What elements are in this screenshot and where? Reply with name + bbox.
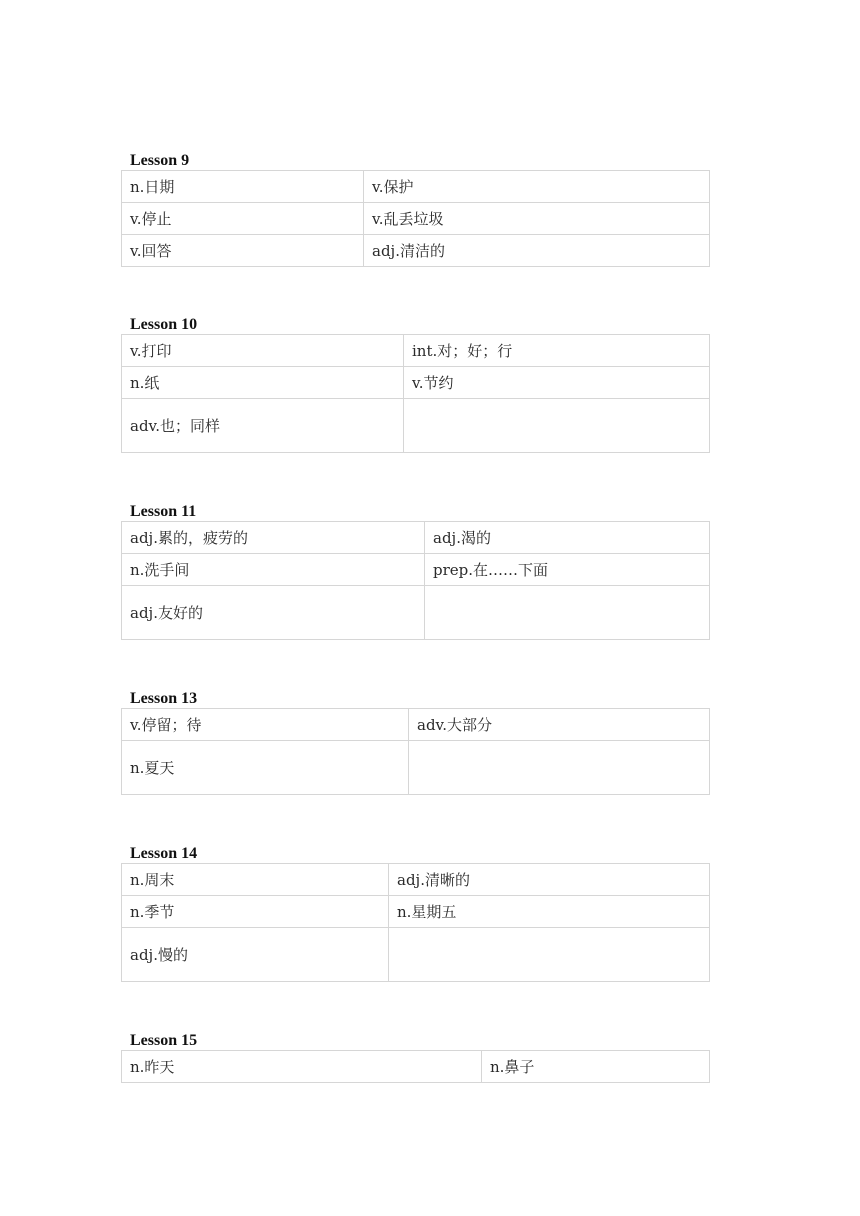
vocab-cell: adj.渴的 [425, 522, 710, 554]
lesson-15-section [121, 1031, 709, 1083]
lesson-13-section [121, 689, 709, 795]
lesson-title: Lesson 15 [130, 1032, 198, 1049]
vocab-cell: v.乱丢垃圾 [364, 203, 710, 235]
vocab-table [121, 170, 710, 267]
vocab-cell [404, 399, 710, 453]
vocab-cell: n.鼻子 [482, 1051, 710, 1083]
vocab-cell: adj.友好的 [122, 586, 425, 640]
lesson-9-section [121, 151, 709, 267]
vocab-cell: adj.清晰的 [389, 864, 710, 896]
vocab-cell: adj.清洁的 [364, 235, 710, 267]
table-row [122, 1051, 710, 1083]
vocab-table [121, 863, 710, 982]
table-row [122, 399, 710, 453]
vocab-cell: n.夏天 [122, 741, 409, 795]
vocab-cell: adj.累的，疲劳的 [122, 522, 425, 554]
lesson-title: Lesson 11 [130, 503, 197, 520]
lesson-14-section [121, 844, 709, 982]
vocab-cell: v.停留；待 [122, 709, 409, 741]
lesson-title: Lesson 14 [130, 845, 198, 862]
table-row [122, 554, 710, 586]
table-row [122, 741, 710, 795]
vocab-cell: n.周末 [122, 864, 389, 896]
table-row [122, 522, 710, 554]
vocab-cell [389, 928, 710, 982]
vocab-cell: v.打印 [122, 335, 404, 367]
lesson-11-section [121, 502, 709, 640]
table-row [122, 367, 710, 399]
table-row [122, 203, 710, 235]
vocab-table [121, 1050, 710, 1083]
table-row [122, 586, 710, 640]
table-row [122, 896, 710, 928]
vocab-table [121, 521, 710, 640]
table-row [122, 171, 710, 203]
vocab-cell: n.昨天 [122, 1051, 482, 1083]
table-row [122, 928, 710, 982]
vocab-cell: n.日期 [122, 171, 364, 203]
lesson-10-section [121, 315, 709, 453]
vocab-cell: v.节约 [404, 367, 710, 399]
lesson-title: Lesson 10 [130, 316, 198, 333]
vocab-cell: prep.在……下面 [425, 554, 710, 586]
vocab-table [121, 334, 710, 453]
vocab-cell [409, 741, 710, 795]
vocab-cell: adv.也；同样 [122, 399, 404, 453]
vocab-cell: n.星期五 [389, 896, 710, 928]
table-row [122, 235, 710, 267]
vocab-cell: n.洗手间 [122, 554, 425, 586]
vocab-cell: v.回答 [122, 235, 364, 267]
vocab-table [121, 708, 710, 795]
table-row [122, 709, 710, 741]
table-row [122, 864, 710, 896]
vocab-cell [425, 586, 710, 640]
vocab-cell: n.纸 [122, 367, 404, 399]
vocab-cell: v.保护 [364, 171, 710, 203]
vocab-cell: adv.大部分 [409, 709, 710, 741]
lesson-title: Lesson 13 [130, 690, 198, 707]
vocab-cell: n.季节 [122, 896, 389, 928]
vocab-cell: v.停止 [122, 203, 364, 235]
vocab-cell: adj.慢的 [122, 928, 389, 982]
lesson-title: Lesson 9 [130, 152, 190, 169]
table-row [122, 335, 710, 367]
vocab-cell: int.对；好；行 [404, 335, 710, 367]
